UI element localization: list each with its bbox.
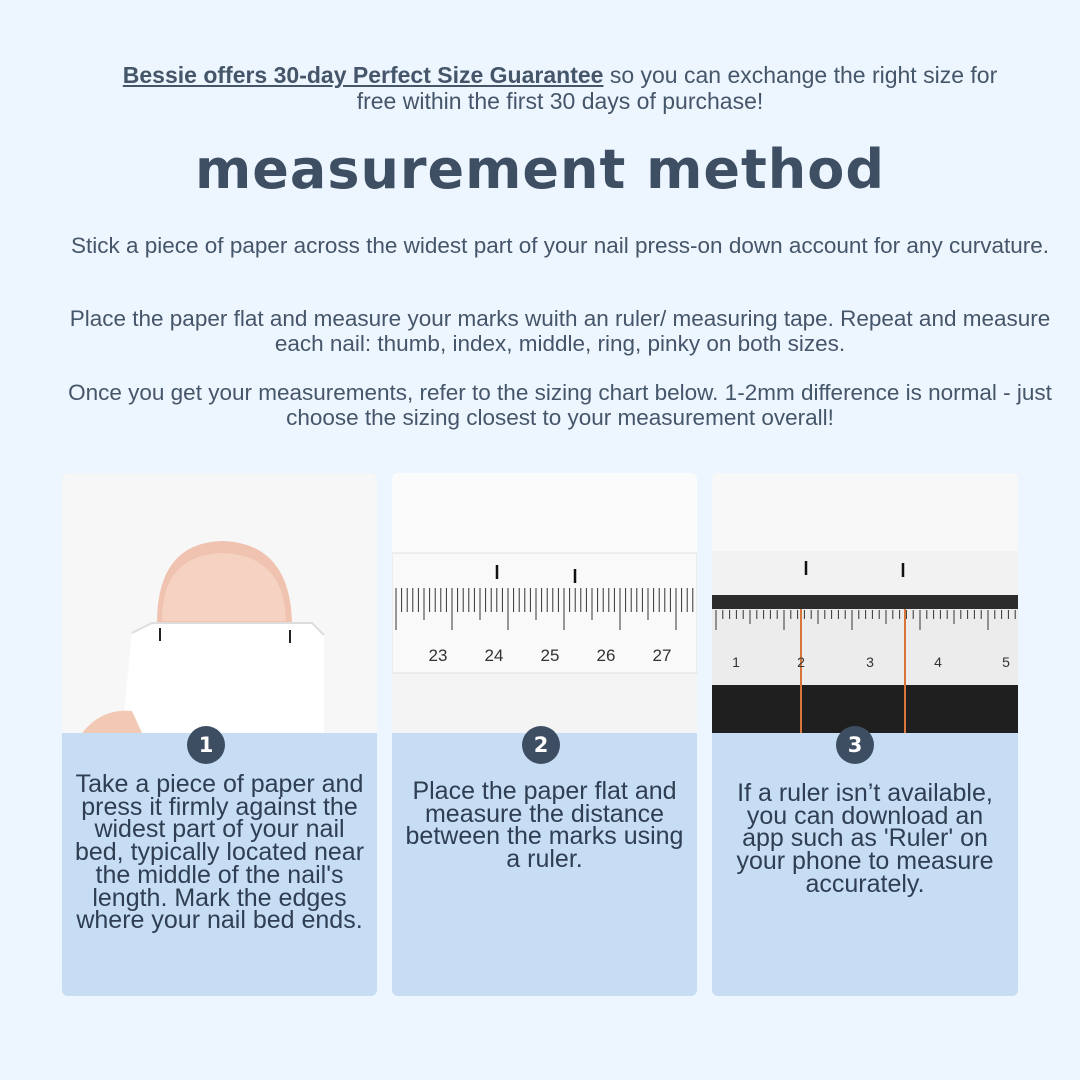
page-title: measurement method bbox=[194, 138, 886, 201]
ruler-label-23: 23 bbox=[428, 646, 448, 665]
ruler-label-26: 26 bbox=[596, 646, 616, 665]
step-number-2: 2 bbox=[522, 726, 560, 764]
nail-paper-photo bbox=[62, 473, 377, 733]
step-number-3: 3 bbox=[836, 726, 874, 764]
app-ruler-label-2: 2 bbox=[797, 654, 805, 670]
guarantee-rest: so you can exchange the right size for free within the first 30 days of purchase! bbox=[356, 62, 998, 114]
instruction-2: Place the paper flat and measure your marks wuith an ruler/ measuring tape. Repeat and measure each nail: thumb, index, middle, ring, pinky on both sizes. bbox=[69, 306, 1051, 356]
step-card-2 bbox=[392, 473, 697, 996]
step-number-1: 1 bbox=[187, 726, 225, 764]
ruler-label-24: 24 bbox=[484, 646, 504, 665]
ruler-label-25: 25 bbox=[540, 646, 560, 665]
app-ruler-label-5: 5 bbox=[1002, 654, 1010, 670]
instruction-3: Once you get your measurements, refer to the sizing chart below. 1-2mm difference is normal - just choose the sizing closest to your measurement overall! bbox=[68, 380, 1052, 430]
step-card-1 bbox=[62, 473, 377, 996]
instruction-1: Stick a piece of paper across the widest part of your nail press-on down account for any curvature. bbox=[70, 233, 1049, 258]
app-ruler-label-4: 4 bbox=[934, 654, 942, 670]
step-card-3 bbox=[712, 473, 1018, 996]
guarantee-link[interactable]: Bessie offers 30-day Perfect Size Guarantee bbox=[122, 62, 604, 88]
app-ruler-label-1: 1 bbox=[732, 654, 740, 670]
ruler-label-27: 27 bbox=[652, 646, 672, 665]
step-text-2: Place the paper flat and measure the distance between the marks using a ruler. bbox=[405, 777, 684, 874]
step-text-3: If a ruler isn’t available, you can download an app such as 'Ruler' on your phone to measure accurately. bbox=[736, 779, 994, 898]
app-ruler-label-3: 3 bbox=[866, 654, 874, 670]
ruler-photo bbox=[392, 473, 697, 733]
guarantee-text bbox=[100, 62, 1020, 114]
phone-ruler-photo bbox=[712, 473, 1018, 733]
step-text-1: Take a piece of paper and press it firmly against the widest part of your nail bed, typically located near the middle of the nail's length. Mark the edges where your nail bed ends. bbox=[74, 770, 365, 935]
